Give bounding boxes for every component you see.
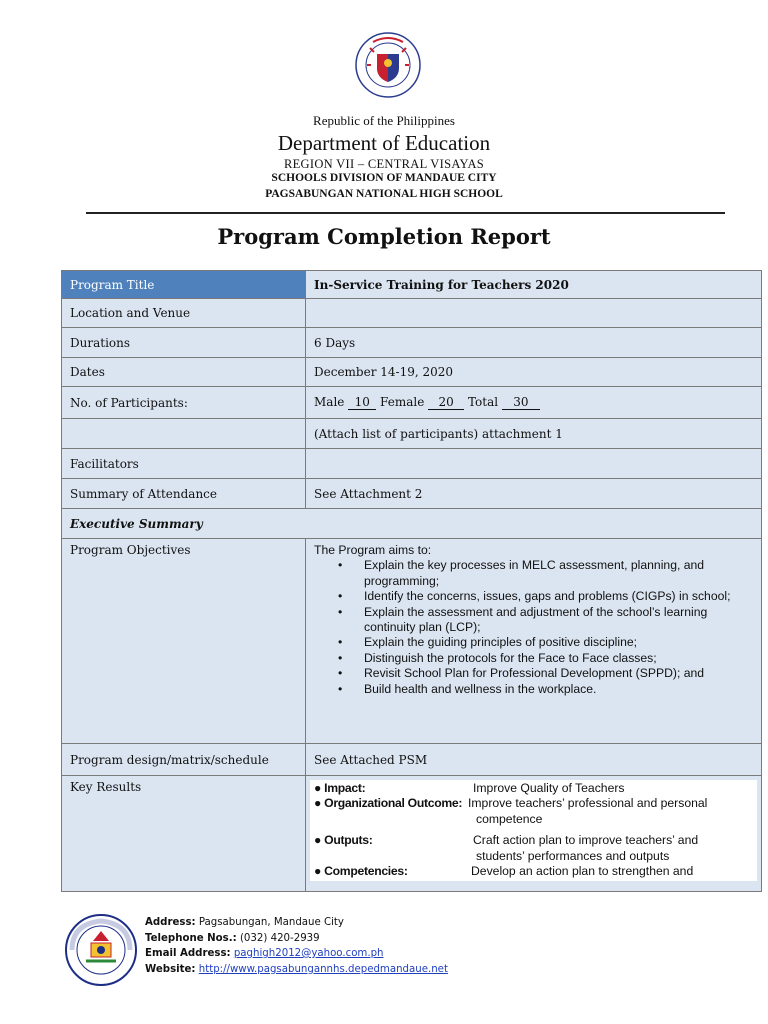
- female-label: Female: [380, 395, 425, 409]
- school-contact-block: [145, 915, 448, 977]
- website-label: Website:: [145, 963, 196, 975]
- header-school: PAGSABUNGAN NATIONAL HIGH SCHOOL: [265, 188, 503, 200]
- participants-label: No. of Participants:: [62, 387, 306, 419]
- objectives-list: [314, 558, 753, 697]
- key-result-org-outcome: [314, 796, 753, 811]
- dates-value: December 14-19, 2020: [306, 358, 762, 387]
- male-count: 10: [348, 395, 376, 410]
- list-item: • Distinguish the protocols for the Face to Face classes;: [352, 651, 753, 666]
- deped-seal-logo: [355, 32, 421, 98]
- outputs-value: Craft action plan to improve teachers’ and: [473, 833, 699, 848]
- empty-label: [62, 419, 306, 449]
- key-result-competencies: [314, 864, 753, 879]
- website-line: [145, 962, 448, 978]
- org-outcome-value-cont: competence: [476, 811, 543, 826]
- program-title-value: In-Service Training for Teachers 2020: [306, 271, 762, 299]
- total-label: Total: [467, 395, 499, 409]
- table-row: [62, 479, 762, 509]
- address-label: Address:: [145, 917, 196, 928]
- objectives-intro: The Program aims to:: [314, 543, 432, 557]
- email-label: Email Address:: [145, 948, 231, 959]
- key-results-box: [310, 780, 757, 881]
- objectives-value: [306, 539, 762, 744]
- table-row: [62, 328, 762, 358]
- key-results-value: [306, 776, 762, 892]
- website-link[interactable]: http://www.pagsabungannhs.depedmandaue.net: [198, 963, 448, 975]
- address-value: Pagsabungan, Mandaue City: [198, 917, 344, 928]
- table-row: [62, 358, 762, 387]
- dates-label: Dates: [62, 358, 306, 387]
- page-title: Program Completion Report: [217, 224, 551, 249]
- impact-label: ● Impact:: [314, 781, 366, 795]
- report-table: [61, 270, 762, 892]
- phone-line: [145, 931, 448, 947]
- list-item: • Explain the assessment and adjustment of the school’s learning continuity plan (LCP);: [352, 605, 753, 636]
- impact-value: Improve Quality of Teachers: [473, 781, 625, 795]
- key-result-outputs-cont: [314, 849, 753, 864]
- executive-summary-heading: Executive Summary: [62, 509, 762, 539]
- header-division: SCHOOLS DIVISION OF MANDAUE CITY: [271, 172, 497, 184]
- outputs-value-cont: students’ performances and outputs: [476, 848, 670, 863]
- list-item: • Explain the key processes in MELC assessment, planning, and programming;: [352, 558, 753, 589]
- key-results-label: Key Results: [62, 776, 306, 892]
- org-outcome-label: ● Organizational Outcome:: [314, 796, 463, 811]
- table-row: [62, 271, 762, 299]
- competencies-value: Develop an action plan to strengthen and: [471, 864, 694, 879]
- table-row: [62, 449, 762, 479]
- durations-label: Durations: [62, 328, 306, 358]
- design-label: Program design/matrix/schedule: [62, 744, 306, 776]
- facilitators-value: [306, 449, 762, 479]
- location-value: [306, 299, 762, 328]
- table-row: [62, 776, 762, 892]
- header-department: Department of Education: [277, 131, 491, 155]
- school-seal-logo: [64, 913, 138, 987]
- key-result-impact: [314, 781, 753, 796]
- facilitators-label: Facilitators: [62, 449, 306, 479]
- address-line: [145, 915, 448, 931]
- attendance-value: See Attachment 2: [306, 479, 762, 509]
- table-row: [62, 539, 762, 744]
- email-line: [145, 946, 448, 962]
- durations-value: 6 Days: [306, 328, 762, 358]
- program-title-label: Program Title: [62, 271, 306, 299]
- outputs-label: ● Outputs:: [314, 833, 373, 848]
- total-count: 30: [502, 395, 540, 410]
- org-outcome-value: Improve teachers’ professional and personal: [468, 796, 708, 811]
- key-result-outputs: [314, 833, 753, 848]
- table-row: [62, 387, 762, 419]
- phone-value: (032) 420-2939: [239, 932, 320, 944]
- phone-label: Telephone Nos.:: [145, 932, 237, 944]
- table-row: [62, 744, 762, 776]
- male-label: Male: [314, 395, 345, 409]
- header-divider: [86, 212, 725, 214]
- table-row: [62, 509, 762, 539]
- list-item: • Identify the concerns, issues, gaps and problems (CIGPs) in school;: [352, 589, 753, 604]
- list-item: • Revisit School Plan for Professional Development (SPPD); and: [352, 666, 753, 681]
- header-republic: Republic of the Philippines: [313, 113, 455, 128]
- list-item: • Explain the guiding principles of positive discipline;: [352, 635, 753, 650]
- design-value: See Attached PSM: [306, 744, 762, 776]
- objectives-label: Program Objectives: [62, 539, 306, 744]
- key-result-org-outcome-cont: [314, 812, 753, 827]
- table-row: [62, 419, 762, 449]
- attendance-label: Summary of Attendance: [62, 479, 306, 509]
- location-label: Location and Venue: [62, 299, 306, 328]
- participants-value: [306, 387, 762, 419]
- attach-note: (Attach list of participants) attachment 1: [306, 419, 762, 449]
- table-row: [62, 299, 762, 328]
- female-count: 20: [428, 395, 464, 410]
- email-link[interactable]: paghigh2012@yahoo.com.ph: [233, 948, 384, 959]
- list-item: • Build health and wellness in the workplace.: [352, 682, 753, 697]
- competencies-label: ● Competencies:: [314, 864, 408, 879]
- header-region: REGION VII – CENTRAL VISAYAS: [283, 157, 485, 171]
